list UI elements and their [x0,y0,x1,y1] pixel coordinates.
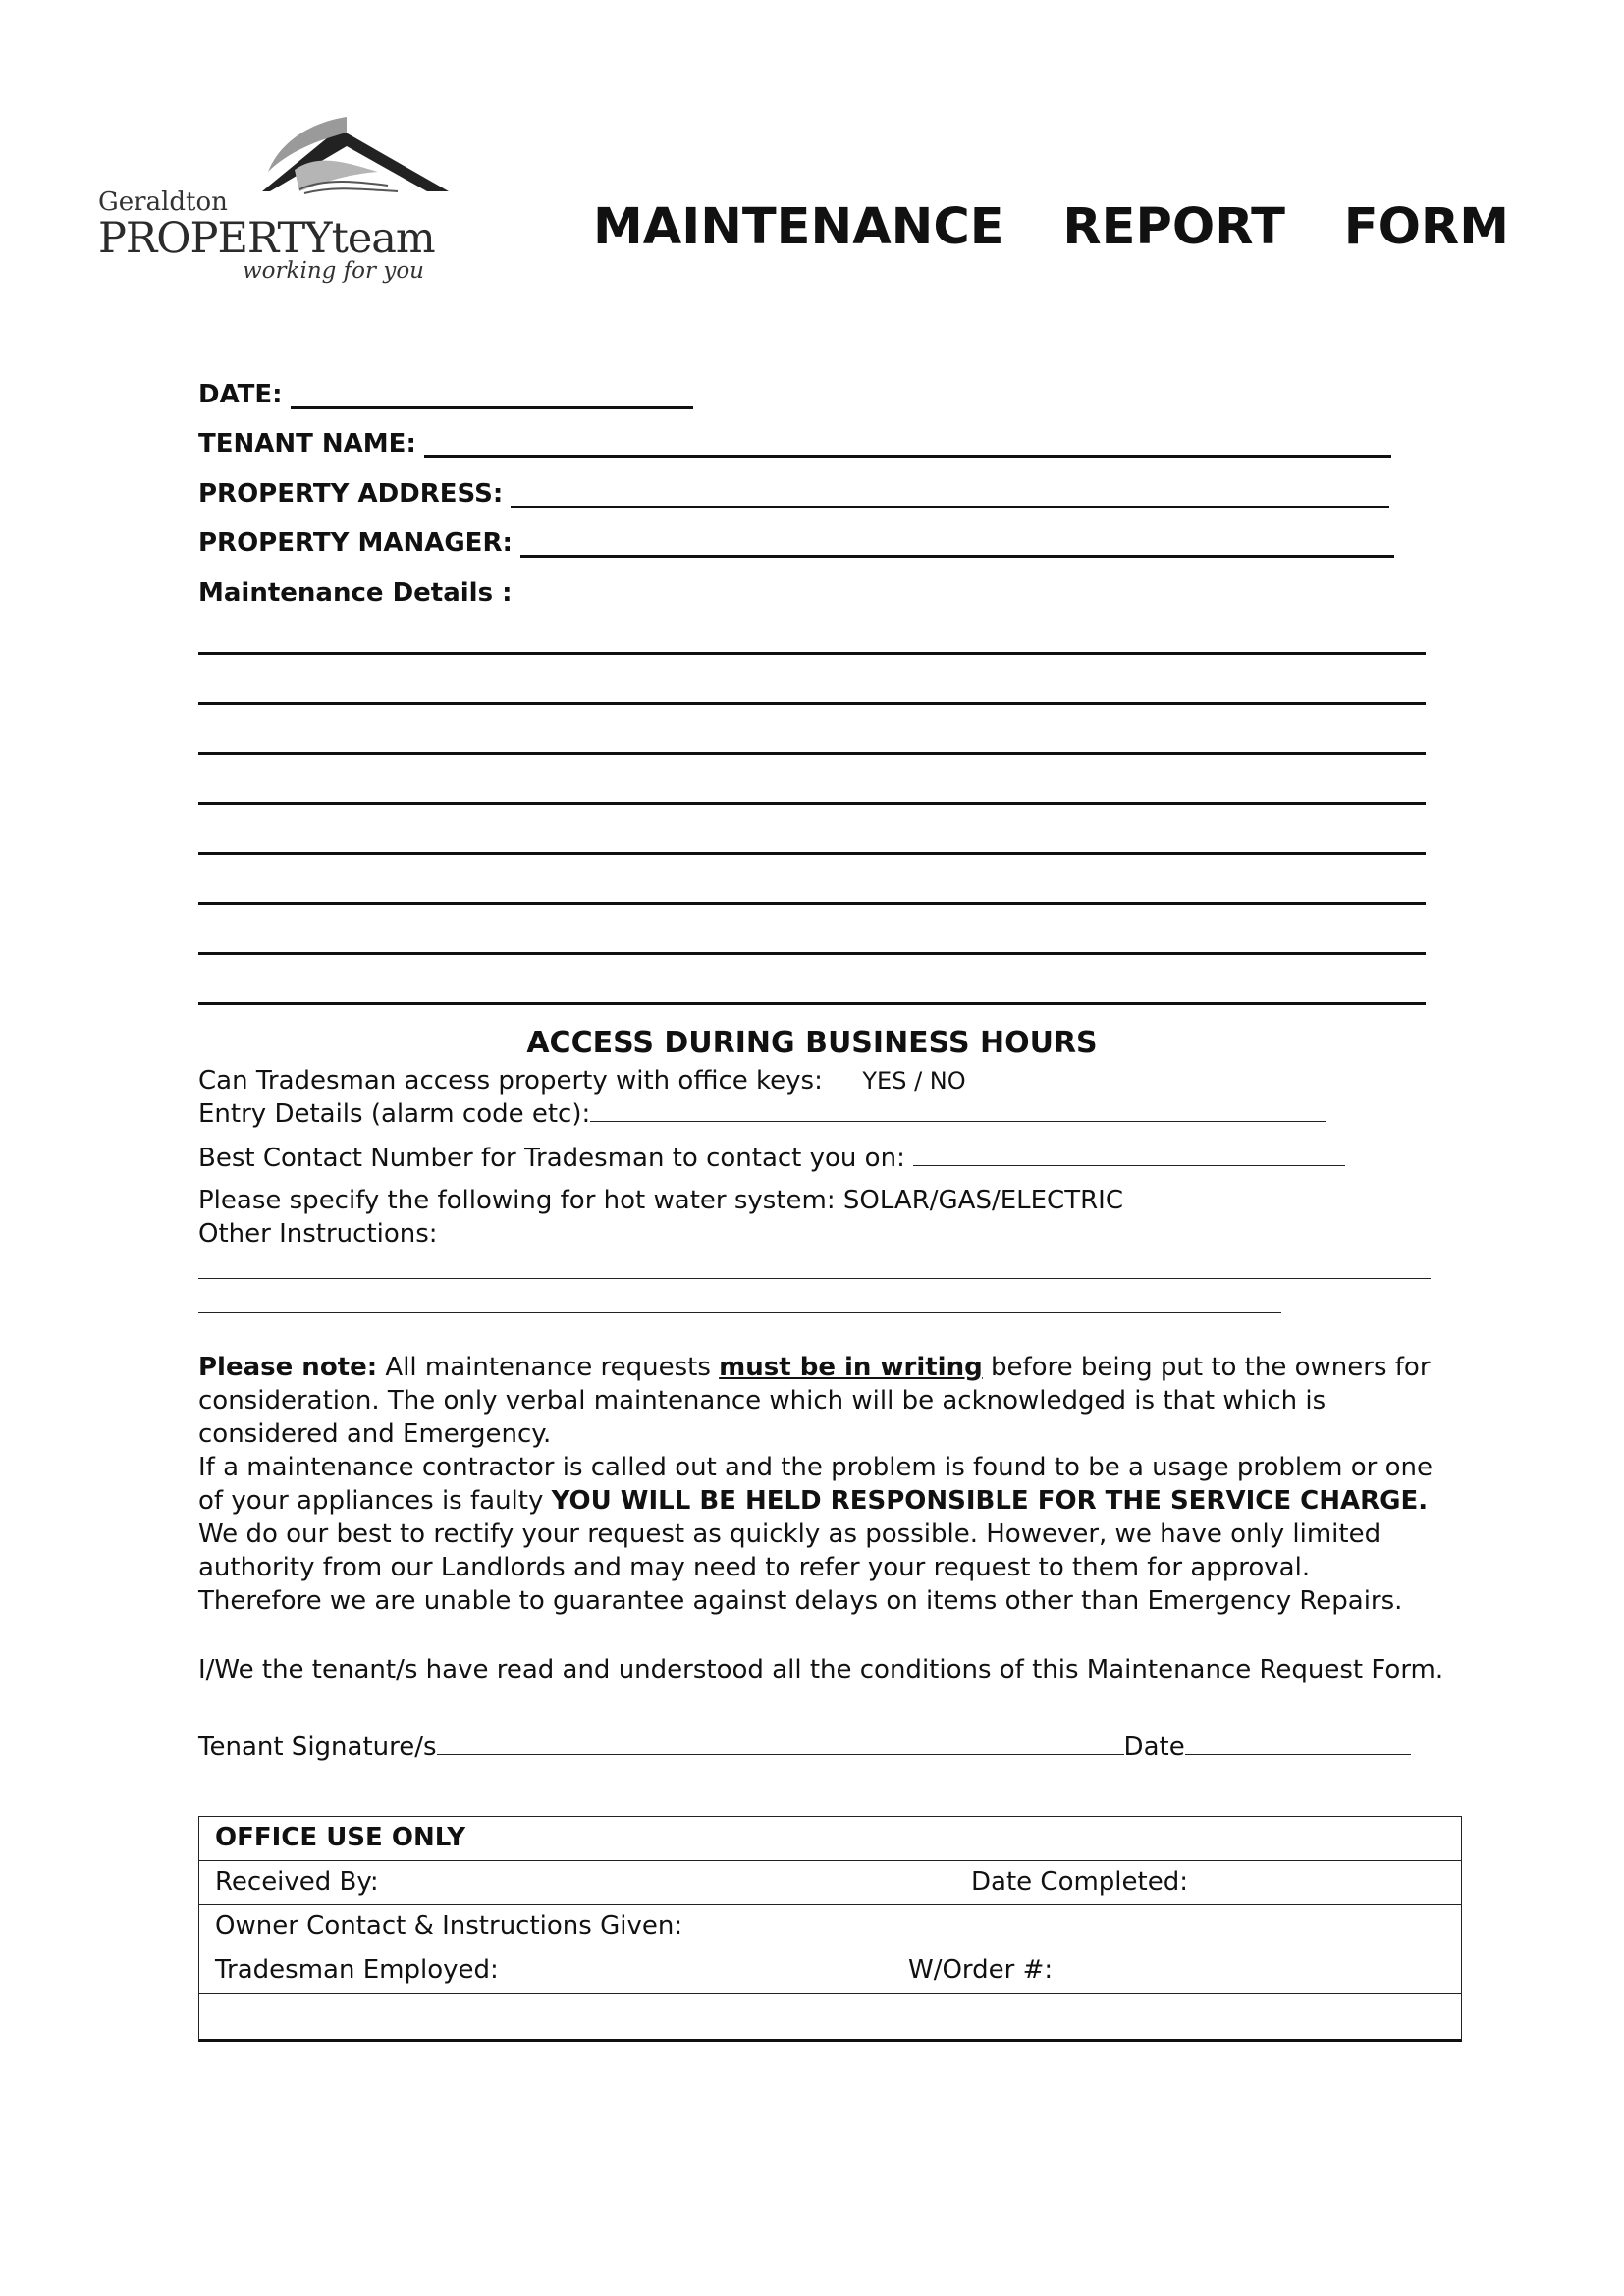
entry-details-label: Entry Details (alarm code etc): [198,1099,591,1129]
tradesman-row[interactable] [199,1949,1461,1994]
date-line[interactable] [291,379,693,409]
date-field[interactable] [198,379,693,409]
access-heading: ACCESS DURING BUSINESS HOURS [526,1026,1098,1060]
property-address-field[interactable] [198,478,1389,508]
page-title: MAINTENANCE REPORT FORM [593,198,1509,256]
signature-line[interactable] [437,1731,1124,1755]
property-manager-field[interactable] [198,527,1394,558]
owner-contact-row[interactable] [199,1905,1461,1949]
office-keys-row [198,1064,966,1097]
received-row[interactable] [199,1861,1461,1905]
details-line-7[interactable] [198,952,1426,955]
office-use-title-row [199,1817,1461,1861]
work-order-label: W/Order #: [908,1955,1054,1985]
note-p2-emphasis: YOU WILL BE HELD RESPONSIBLE FOR THE SERVICE CHARGE. [551,1486,1429,1516]
details-line-6[interactable] [198,902,1426,905]
date-label: DATE: [198,380,283,409]
tenant-name-line[interactable] [424,428,1391,458]
best-contact-label: Best Contact Number for Tradesman to contact you on: [198,1144,905,1173]
signature-label: Tenant Signature/s [198,1733,437,1762]
office-keys-options[interactable]: YES / NO [862,1067,966,1095]
details-line-2[interactable] [198,702,1426,705]
other-instructions-line-1[interactable] [198,1278,1431,1279]
note-p2-a: If a maintenance contractor is called out and the problem is found to be a usage problem or one of your appliances is faulty [198,1453,1433,1516]
note-p1-a: All maintenance requests [377,1353,720,1382]
signature-row [198,1731,1411,1764]
details-line-8[interactable] [198,1002,1426,1005]
confirmation-text: I/We the tenant/s have read and understood all the conditions of this Maintenance Request Form. [198,1655,1444,1684]
best-contact-row [198,1142,1345,1175]
office-use-table [198,1816,1462,2042]
tradesman-employed-label: Tradesman Employed: [215,1955,499,1985]
note-label: Please note: [198,1353,378,1382]
other-instructions-label: Other Instructions: [198,1219,438,1249]
signature-date-label: Date [1123,1733,1185,1762]
details-line-3[interactable] [198,752,1426,755]
owner-contact-label: Owner Contact & Instructions Given: [215,1911,683,1941]
other-instructions-line-2[interactable] [198,1312,1281,1313]
signature-date-line[interactable] [1185,1731,1411,1755]
blank-row[interactable] [199,1994,1461,2039]
property-address-label: PROPERTY ADDRESS: [198,479,504,508]
date-completed-label: Date Completed: [971,1867,1188,1896]
note-p1-emphasis: must be in writing [719,1353,983,1382]
logo-tagline: working for you [243,258,424,284]
property-manager-line[interactable] [520,527,1394,558]
details-line-1[interactable] [198,652,1426,655]
hot-water-text: Please specify the following for hot water system: SOLAR/GAS/ELECTRIC [198,1186,1123,1215]
please-note-block [198,1351,1435,1618]
tenant-name-label: TENANT NAME: [198,429,416,458]
best-contact-line[interactable] [913,1142,1345,1166]
logo-big-text: PROPERTYteam [98,214,435,263]
logo-small-text: Geraldton [98,187,228,217]
office-use-title: OFFICE USE ONLY [215,1823,466,1852]
details-line-5[interactable] [198,852,1426,855]
details-line-4[interactable] [198,802,1426,805]
entry-details-line[interactable] [590,1097,1326,1122]
property-address-line[interactable] [511,478,1389,508]
maintenance-details-label: Maintenance Details : [198,578,513,608]
office-keys-question: Can Tradesman access property with office keys: [198,1066,823,1095]
tenant-name-field[interactable] [198,428,1391,458]
property-manager-label: PROPERTY MANAGER: [198,528,513,558]
received-by-label: Received By: [215,1867,379,1896]
entry-details-row [198,1097,1326,1131]
note-p2-b: We do our best to rectify your request as quickly as possible. However, we have only limited authority from our Landlords and may need to refer your request to them for approval. Therefore we are unable to guarantee against delays on items other than Emergency Repairs. [198,1520,1403,1616]
note-p1-b: before being put to the owners for consideration. The only verbal maintenance which will be acknowledged is that which is considered and Emergency. [198,1353,1431,1449]
